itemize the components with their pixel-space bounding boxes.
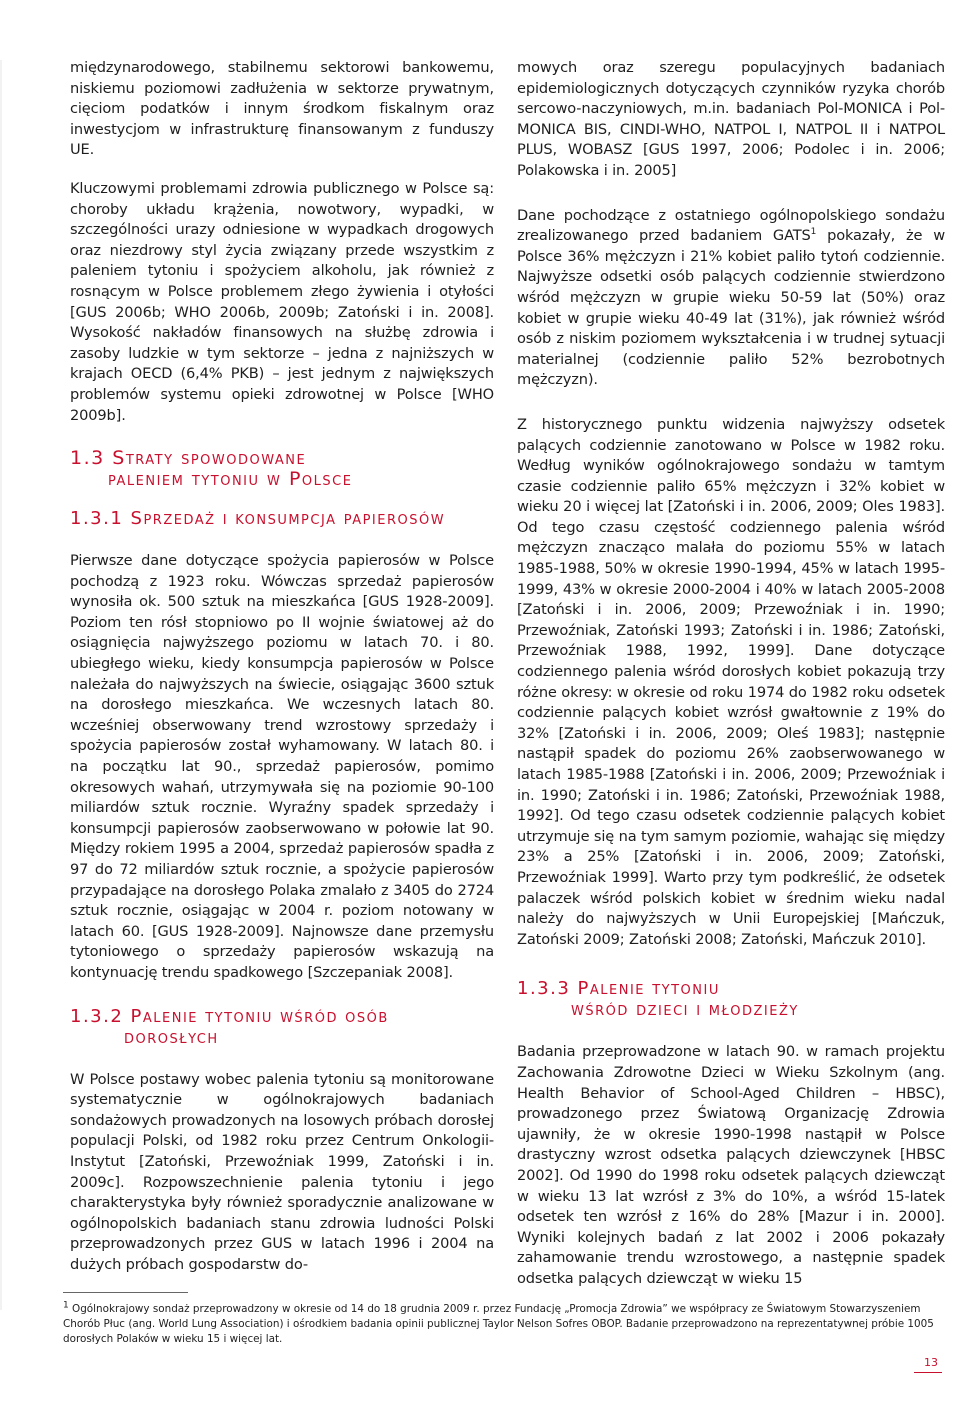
paragraph-text: Dane pochodzące z ostatniego ogólnopolskiego sondażu zrealizowanego przed badaniem GATS — [517, 206, 945, 245]
footnote-marker: 1 — [63, 1300, 69, 1311]
footnote-divider — [63, 1292, 188, 1293]
heading-line: dorosłych — [124, 1026, 219, 1048]
heading-line: 1.3 Straty spowodowane — [70, 447, 307, 470]
paragraph: Pierwsze dane dotyczące spożycia papierosów w Polsce pochodzą z 1923 roku. Wówczas sprzedaż papierosów wynosiła ok. 500 sztuk na mieszkańca [GUS 1928-2009]. Poziom ten rósł stopniowo po II wojnie światowej aż do osiągnięcia najwyższego poziomu w latach 70. i 80. ubiegłego wieku, kiedy konsumpcja papierosów w Polsce należała do najwyższych na świecie, osiągając 3600 sztuk na dorosłego mieszkańca. We wczesnych latach 80. wcześniej obserwowany trend wzrostowy sprzedaży i spożycia papierosów został wyhamowany. W latach 80. i na początku lat 90., sprzedaż papierosów, pomimo okresowych wahań, utrzymywała się na poziomie 90-100 miliardów sztuk rocznie. Wyraźny spadek sprzedaży i konsumpcji papierosów zaobserwowano w połowie lat 90. Między rokiem 1995 a 2004, sprzedaż papierosów spadła z 97 do 72 miliardów sztuk rocznie, a spożycie papierosów przypadające na dorosłego Polaka zmalało z 3405 do 2724 sztuk rocznie, osiągając w 2004 r. poziom notowany w latach 60. [GUS 1928-2009]. Najnowsze dane przemysłu tytoniowego o sprzedaży papierosów wskazują na kontynuację trendu spadkowego [Szczepaniak 2008]. — [70, 552, 494, 981]
footnote-ref[interactable]: 1 — [810, 227, 817, 238]
paragraph: Badania przeprowadzone w latach 90. w ramach projektu Zachowania Zdrowotne Dzieci w Wieku Szkolnym (ang. Health Behavior of School-Aged Children – HBSC), prowadzonego przez Światową Organizację Zdrowia ujawniły, że w okresie 1990-1998 nastąpił w Polsce drastyczny wzrost odsetka palących dziewczynek [HBSC 2002]. Od 1990 do 1998 roku odsetek palących dziewcząt w wieku 13 lat wzrósł z 3% do 10%, a wśród 15-latek odsetek ten wzrósł z 16% do 28% [Mazur i in. 2000]. Wyniki kolejnych badań z lat 2002 i 2006 pokazały zahamowanie trendu wzrostowego, a następnie spadek odsetka palących dziewcząt w wieku 15 — [517, 1043, 945, 1287]
page-number-rule — [914, 1372, 942, 1373]
paragraph: Kluczowymi problemami zdrowia publicznego w Polsce są: choroby układu krążenia, nowotwory, wypadki, w szczególności urazy odniesione w wypadkach drogowych oraz niezdrowy styl życia związany przede wszystkim z paleniem tytoniu i spożyciem alkoholu, jak również z rosnącym w Polsce problemem złego żywienia i otyłości [GUS 2006b; WHO 2006b, 2009b; Zatoński i in. 2008]. Wysokość nakładów finansowych na służbę zdrowia i zasoby ludzkie w tym sektorze – jedna z najniższych w krajach OECD (6,4% PKB) – jest jednym z największych problemów systemu opieki zdrowotnej w Polsce [WHO 2009b]. — [70, 179, 494, 424]
subsection-heading-1-3-3 — [517, 978, 945, 1020]
paragraph: Z historycznego punktu widzenia najwyższy odsetek palących codziennie zanotowano w Polsce w 1982 roku. Według wyników ogólnokrajowego sondażu w tamtym czasie codziennie paliło 65% mężczyzn i 32% kobiet w wieku 20 i więcej lat [Zatoński i in. 2006, 2009; Oles 1983]. Od tego czasu częstość codziennego palenia wśród mężczyzn znacząco malała do poziomu 55% w latach 1985-1988, 50% w okresie 1990-1994, 45% w latach 1995-1999, 43% w okresie 2000-2004 i 40% w latach 2005-2008 [Zatoński i in. 2006, 2009; Przewoźniak i in. 1990; Przewoźniak, Zatoński 1993; Zatoński i in. 1986; Zatoński, Przewoźniak 1988, 1992, 1999]. Dane dotyczące codziennego palenia wśród dorosłych kobiet pokazują trzy różne okresy: w okresie od roku 1974 do 1982 roku odsetek codziennie palących kobiet wzrósł gwałtownie z 19% do 32% [Zatoński i in. 2006, 2009; Oleś 1983]; następnie nastąpił spadek do poziomu 26% zaobserwowanego w latach 1985-1988 [Zatoński i in. 2006, 2009; Przewoźniak i in. 1990; Zatoński i in. 1986; Zatoński, Przewoźniak 1988, 1992]. Od tego czasu odsetek codziennie palących kobiet utrzymuje się na tym samym poziomie, wahając się między 23% a 25% [Zatoński i in. 2006, 2009; Zatoński, Przewoźniak 1999]. Warto przy tym podkreślić, że odsetek palaczek wśród polskich kobiet w średnim wieku nadal należy do najwyższych w Unii Europejskiej [Mańczuk, Zatoński 2009; Zatoński 2008; Zatoński, Mańczuk 2010]. — [517, 415, 945, 948]
left-column — [70, 58, 494, 1294]
footnote — [63, 1302, 935, 1347]
heading-line: 1.3.3 Palenie tytoniu — [517, 978, 720, 1000]
paragraph: międzynarodowego, stabilnemu sektorowi bankowemu, niskiemu poziomowi zadłużenia w sektorze prywatnym, cięciom podatków i innym środkom fiskalnym oraz inwestycjom w infrastrukturę finansowanym z funduszy UE. — [70, 59, 494, 159]
paragraph — [517, 206, 945, 391]
page-edge-shadow — [0, 60, 2, 1310]
heading-line: 1.3.2 Palenie tytoniu wśród osób — [70, 1005, 389, 1027]
right-column — [517, 58, 945, 1307]
section-heading-1-3 — [70, 448, 494, 490]
page-number: 13 — [924, 1356, 938, 1369]
subsection-heading-1-3-1: 1.3.1 Sprzedaż i konsumpcja papierosów — [70, 508, 446, 530]
paragraph: mowych oraz szeregu populacyjnych badaniach epidemiologicznych dotyczących czynników ryzyka chorób sercowo-naczyniowych, m.in. badaniach Pol-MONICA i Pol-MONICA BIS, CINDI-WHO, NATPOL I, NATPOL II i NATPOL PLUS, WOBASZ [GUS 1997, 2006; Podolec i in. 2006; Polakowska i in. 2005] — [517, 59, 945, 179]
heading-line: paleniem tytoniu w Polsce — [108, 468, 353, 491]
subsection-heading-1-3-2 — [70, 1006, 494, 1048]
paragraph: W Polsce postawy wobec palenia tytoniu są monitorowane systematycznie w ogólnokrajowych badaniach sondażowych prowadzonych na losowych próbach dorosłej populacji Polski, od 1982 roku przez Centrum Onkologii-Instytut [Zatoński, Przewoźniak 1999, Zatoński i in. 2009c]. Rozpowszechnienie palenia tytoniu i jego charakterystyka były również sporadycznie analizowane w ogólnopolskich badaniach stanu zdrowia ludności Polski przeprowadzonych przez GUS w latach 1996 i 2004 na dużych próbach gospodarstw do- — [70, 1070, 494, 1273]
paragraph-text: pokazały, że w Polsce 36% mężczyzn i 21% kobiet paliło tytoń codziennie. Najwyższe odsetki osób palących codziennie stwierdzono wśród mężczyzn w grupie wieku 50-59 lat (50%) oraz kobiet w grupie wieku 40-49 lat (31%), jak również wśród osób z niskim poziomem wykształcenia i w trudnej sytuacji materialnej (codziennie paliło 52% bezrobotnych mężczyzn). — [517, 227, 945, 389]
heading-line: wśród dzieci i młodzieży — [571, 999, 799, 1021]
footnote-text: Ogólnokrajowy sondaż przeprowadzony w okresie od 14 do 18 grudnia 2009 r. przez Fundację „Promocja Zdrowia” we współpracy ze Światowym Stowarzyszeniem Chorób Płuc (ang. World Lung Association) i ośrodkiem badania opinii publicznej Taylor Nelson Sofres OBOP. Badanie przeprowadzono na reprezentatywnej próbie 1005 dorosłych Polaków w wieku 15 i więcej lat. — [63, 1303, 934, 1345]
